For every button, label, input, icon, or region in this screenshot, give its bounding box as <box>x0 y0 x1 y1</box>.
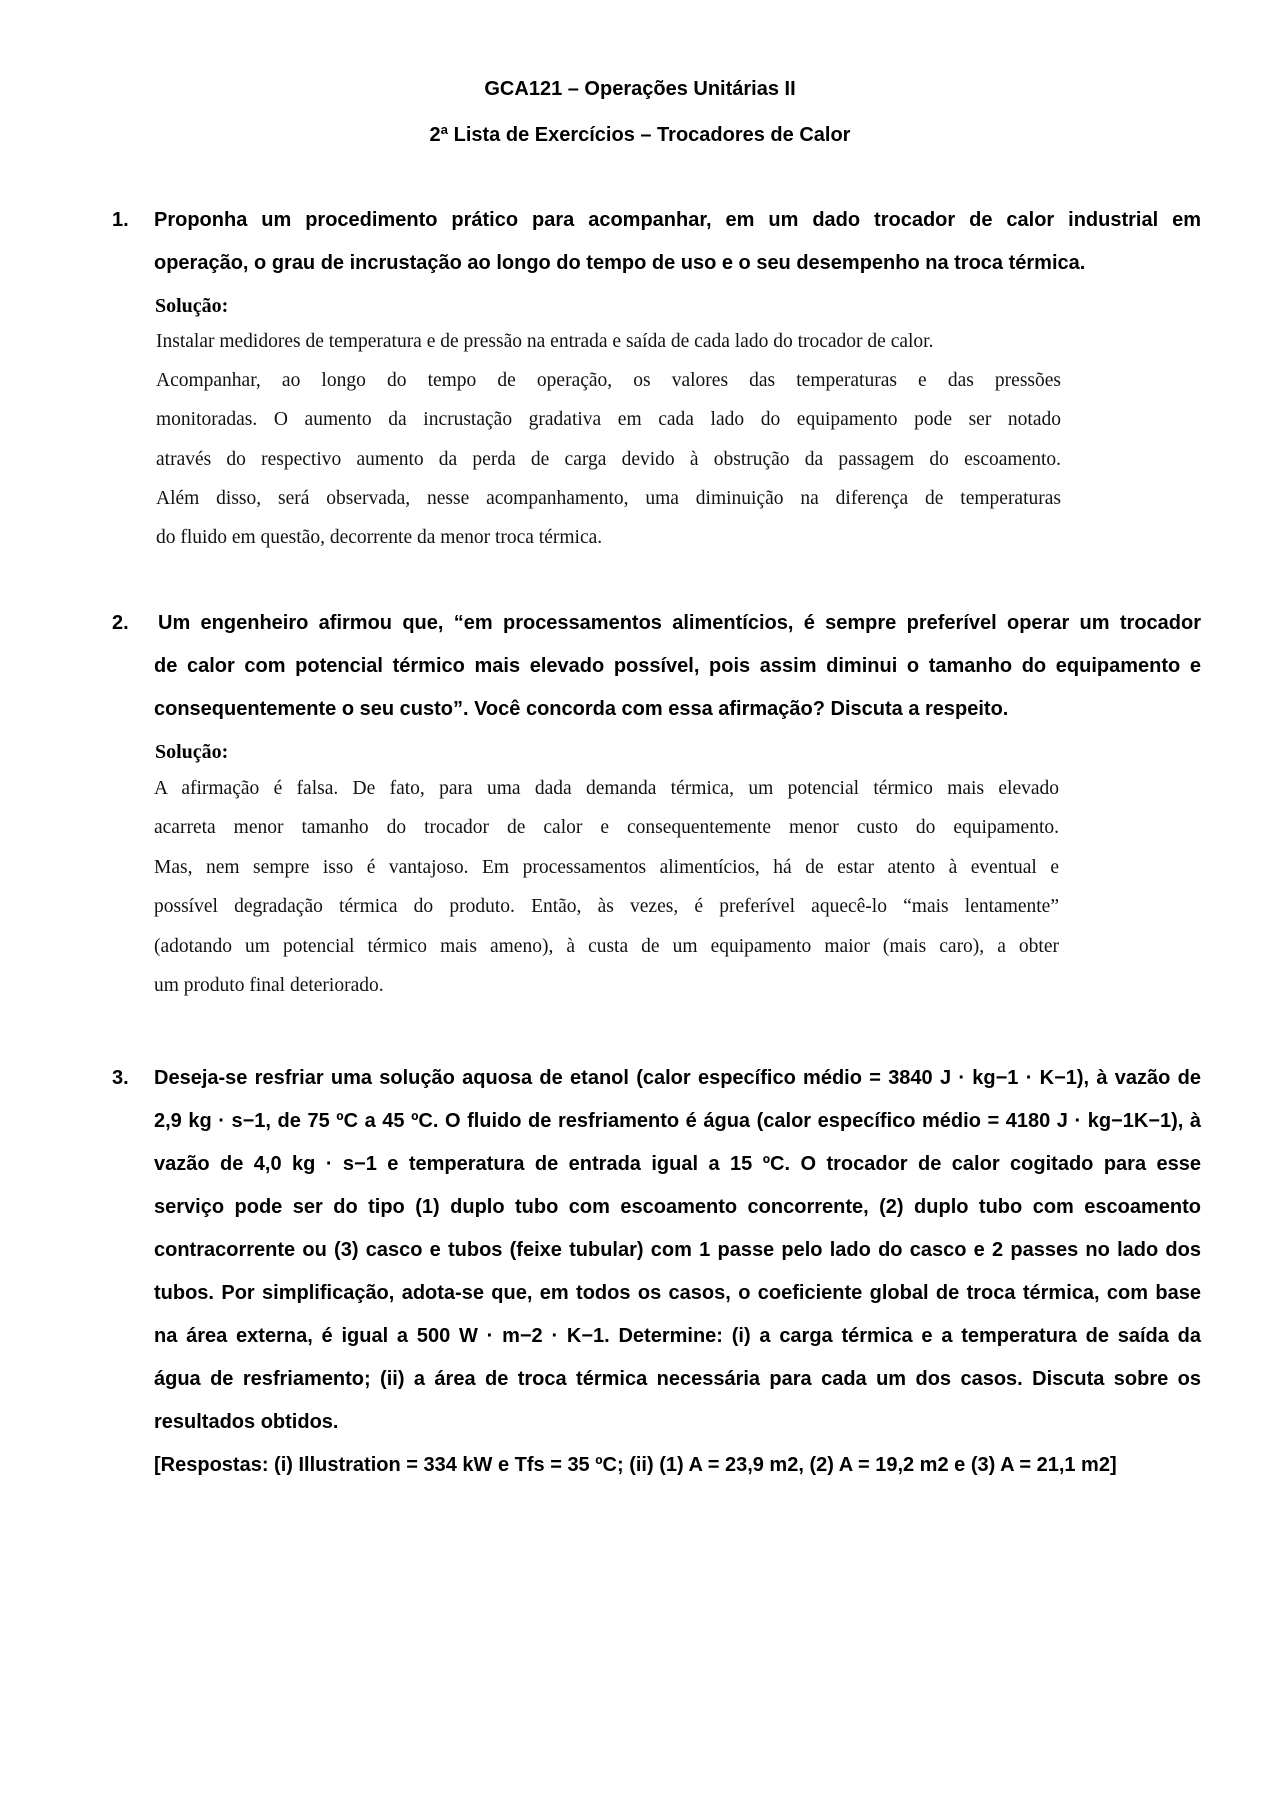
question-3-line: tubos. Por simplificação, adota-se que, em todos os casos, o coeficiente global de troca térmica, com base <box>154 1282 1201 1304</box>
question-2-line: Um engenheiro afirmou que, “em processamentos alimentícios, é sempre preferível operar um trocador <box>158 612 1201 634</box>
course-title: GCA121 – Operações Unitárias II <box>484 78 796 100</box>
question-3-line: vazão de 4,0 kg · s−1 e temperatura de entrada igual a 15 ºC. O trocador de calor cogitado para esse <box>154 1153 1201 1175</box>
question-1-solution-line: Acompanhar, ao longo do tempo de operação, os valores das temperaturas e das pressões <box>156 370 1061 391</box>
question-1-line: operação, o grau de incrustação ao longo do tempo de uso e o seu desempenho na troca térmica. <box>154 252 1086 274</box>
question-1-solution-line: através do respectivo aumento da perda de carga devido à obstrução da passagem do escoamento. <box>156 449 1061 470</box>
question-2-solution-line: Mas, nem sempre isso é vantajoso. Em processamentos alimentícios, há de estar atento à eventual e <box>154 857 1059 878</box>
question-1-solution-line: monitoradas. O aumento da incrustação gradativa em cada lado do equipamento pode ser notado <box>156 409 1061 430</box>
question-2-line: consequentemente o seu custo”. Você concorda com essa afirmação? Discuta a respeito. <box>154 698 1009 720</box>
question-2-solution-line: (adotando um potencial térmico mais ameno), à custa de um equipamento maior (mais caro), a obter <box>154 936 1059 957</box>
question-3-number: 3. <box>112 1067 129 1089</box>
question-3-line: serviço pode ser do tipo (1) duplo tubo com escoamento concorrente, (2) duplo tubo com escoamento <box>154 1196 1201 1218</box>
question-3-answer: [Respostas: (i) Illustration = 334 kW e Tfs = 35 ºC; (ii) (1) A = 23,9 m2, (2) A = 19,2 m2 e (3) A = 21,1 m2] <box>154 1454 1117 1476</box>
question-2-solution-line: possível degradação térmica do produto. Então, às vezes, é preferível aquecê-lo “mais lentamente” <box>154 896 1059 917</box>
question-1-solution-label: Solução: <box>155 295 229 317</box>
question-1-solution-line: Instalar medidores de temperatura e de pressão na entrada e saída de cada lado do trocador de calor. <box>156 331 934 352</box>
question-1-number: 1. <box>112 209 129 231</box>
question-3-line: 2,9 kg · s−1, de 75 ºC a 45 ºC. O fluido de resfriamento é água (calor específico médio = 4180 J · kg−1K−1), à <box>154 1110 1201 1132</box>
question-3-line: água de resfriamento; (ii) a área de troca térmica necessária para cada um dos casos. Discuta sobre os <box>154 1368 1201 1390</box>
question-2-solution-line: um produto final deteriorado. <box>154 975 384 996</box>
question-3-line: Deseja-se resfriar uma solução aquosa de etanol (calor específico médio = 3840 J · kg−1 · K−1), à vazão de <box>154 1067 1201 1089</box>
list-subtitle: 2ª Lista de Exercícios – Trocadores de Calor <box>429 124 851 146</box>
question-1-line: Proponha um procedimento prático para acompanhar, em um dado trocador de calor industrial em <box>154 209 1201 231</box>
question-3-line: contracorrente ou (3) casco e tubos (feixe tubular) com 1 passe pelo lado do casco e 2 passes no lado dos <box>154 1239 1201 1261</box>
question-2-line: de calor com potencial térmico mais elevado possível, pois assim diminui o tamanho do equipamento e <box>154 655 1201 677</box>
question-2-number: 2. <box>112 612 129 634</box>
question-2-solution-line: A afirmação é falsa. De fato, para uma dada demanda térmica, um potencial térmico mais elevado <box>154 778 1059 799</box>
question-2-solution-label: Solução: <box>155 741 229 763</box>
question-3-line: na área externa, é igual a 500 W · m−2 · K−1. Determine: (i) a carga térmica e a temperatura de saída da <box>154 1325 1201 1347</box>
question-1-solution-line: Além disso, será observada, nesse acompanhamento, uma diminuição na diferença de temperaturas <box>156 488 1061 509</box>
question-1-solution-line: do fluido em questão, decorrente da menor troca térmica. <box>156 527 603 548</box>
question-3-line: resultados obtidos. <box>154 1411 339 1433</box>
question-2-solution-line: acarreta menor tamanho do trocador de calor e consequentemente menor custo do equipamento. <box>154 817 1059 838</box>
